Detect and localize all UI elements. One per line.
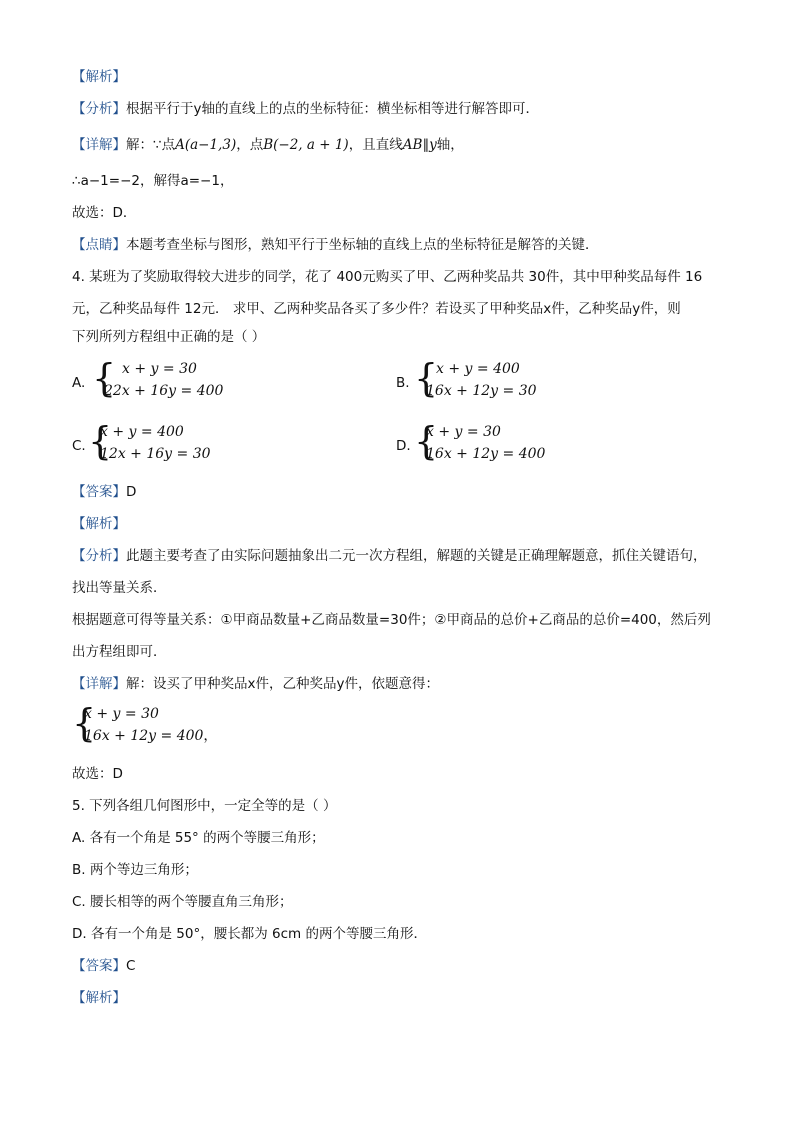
answer-value: C xyxy=(126,958,136,974)
detail-text: 解：设买了甲种奖品x件，乙种奖品y件，依题意得： xyxy=(126,676,439,692)
q4-option-b-system xyxy=(414,358,614,404)
q4-stem-line3: 下列所列方程组中正确的是（ ） xyxy=(72,329,266,345)
analysis-text: 此题主要考查了由实际问题抽象出二元一次方程组，解题的关键是正确理解题意，抓住关键语句， xyxy=(126,548,707,564)
q4-option-d-eq2: 16x + 12y = 400 xyxy=(426,446,546,462)
detail-text-b: ，点 xyxy=(236,137,264,153)
q4-stem-line1: 4. 某班为了奖励取得较大进步的同学，花了 400元购买了甲、乙两种奖品共 30件，其中甲种奖品每件 16 xyxy=(72,269,703,285)
q4-option-c-eq1: x + y = 400 xyxy=(100,424,184,440)
analysis-paragraph xyxy=(72,99,539,119)
q5-option-b: B. 两个等边三角形； xyxy=(72,862,198,878)
q4-relation-line2: 出方程组即可． xyxy=(72,644,167,660)
q4-option-a-label: A. xyxy=(72,375,86,391)
remark-text: 本题考查坐标与图形，熟知平行于坐标轴的直线上点的坐标特征是解答的关键． xyxy=(126,237,599,253)
q4-option-d-system xyxy=(414,421,614,467)
point-a: A(a−1,3) xyxy=(175,137,237,153)
parallel-symbol: ∥ xyxy=(422,137,430,153)
brace-icon: { xyxy=(414,356,439,400)
q5-answer xyxy=(72,956,135,976)
q4-analysis-heading: 【解析】 xyxy=(72,516,126,532)
answer-value: D xyxy=(126,484,137,500)
detail-tag: 【详解】 xyxy=(72,676,126,692)
detail-text-e: 轴， xyxy=(436,137,464,153)
detail-paragraph xyxy=(72,135,464,155)
analysis-tag: 【分析】 xyxy=(72,101,126,117)
q4-option-b-eq2: 16x + 12y = 30 xyxy=(426,383,537,399)
therefore-line: ∴a−1=−2，解得a=−1， xyxy=(72,173,234,189)
q4-solution-eq1: x + y = 30 xyxy=(84,706,159,722)
brace-icon: { xyxy=(88,419,113,463)
q4-option-c-label: C. xyxy=(72,438,86,454)
analysis-text: 根据平行于y轴的直线上的点的坐标特征：横坐标相等进行解答即可． xyxy=(126,101,539,117)
q4-solution-eq2 xyxy=(84,725,217,747)
detail-text-c: ，且直线 xyxy=(348,137,403,153)
q4-answer xyxy=(72,482,136,502)
q4-relation-line1: 根据题意可得等量关系：①甲商品数量+乙商品数量=30件；②甲商品的总价+乙商品的总价=400，然后列 xyxy=(72,612,711,628)
q4-option-d-eq1: x + y = 30 xyxy=(426,424,501,440)
q4-stem-line2: 元，乙种奖品每件 12元． 求甲、乙两种奖品各买了多少件？若设买了甲种奖品x件，乙种奖品y件，则 xyxy=(72,301,681,317)
q5-stem: 5. 下列各组几何图形中，一定全等的是（ ） xyxy=(72,798,337,814)
q4-option-c-system xyxy=(88,421,288,467)
analysis-tag: 【分析】 xyxy=(72,548,126,564)
q5-option-c: C. 腰长相等的两个等腰直角三角形； xyxy=(72,894,293,910)
remark-paragraph xyxy=(72,235,599,255)
q4-solution-system xyxy=(72,703,292,749)
point-b: B(−2, a + 1) xyxy=(263,137,349,153)
q4-detail-line xyxy=(72,674,439,694)
q5-analysis-heading: 【解析】 xyxy=(72,990,126,1006)
q4-option-c-eq2: 12x + 16y = 30 xyxy=(100,446,211,462)
q4-option-b-eq1: x + y = 400 xyxy=(436,361,520,377)
q4-solution-eq2-text: 16x + 12y = 400 xyxy=(84,728,204,744)
q4-analysis-line1 xyxy=(72,546,707,566)
line-ab: AB xyxy=(402,137,423,153)
brace-icon: { xyxy=(72,701,97,745)
detail-text-a: 解：∵点 xyxy=(126,137,176,153)
q4-option-a-eq2: 22x + 16y = 400 xyxy=(104,383,224,399)
q4-option-d-label: D. xyxy=(396,438,411,454)
y-axis-symbol: y xyxy=(429,137,437,153)
q5-option-d: D. 各有一个角是 50°，腰长都为 6cm 的两个等腰三角形． xyxy=(72,926,427,942)
detail-tag: 【详解】 xyxy=(72,137,126,153)
brace-icon: { xyxy=(414,419,439,463)
q4-option-a-eq1: x + y = 30 xyxy=(122,361,197,377)
section-analysis-heading: 【解析】 xyxy=(72,69,126,85)
answer-tag: 【答案】 xyxy=(72,958,126,974)
choice-line: 故选：D． xyxy=(72,205,137,221)
q4-analysis-line2: 找出等量关系． xyxy=(72,580,167,596)
q4-option-b-label: B. xyxy=(396,375,410,391)
q4-solution-comma: ， xyxy=(203,728,218,744)
answer-tag: 【答案】 xyxy=(72,484,126,500)
q4-choice-line: 故选：D xyxy=(72,766,123,782)
brace-icon: { xyxy=(92,356,117,400)
q4-option-a-system xyxy=(92,358,292,404)
q5-option-a: A. 各有一个角是 55° 的两个等腰三角形； xyxy=(72,830,325,846)
remark-tag: 【点睛】 xyxy=(72,237,126,253)
